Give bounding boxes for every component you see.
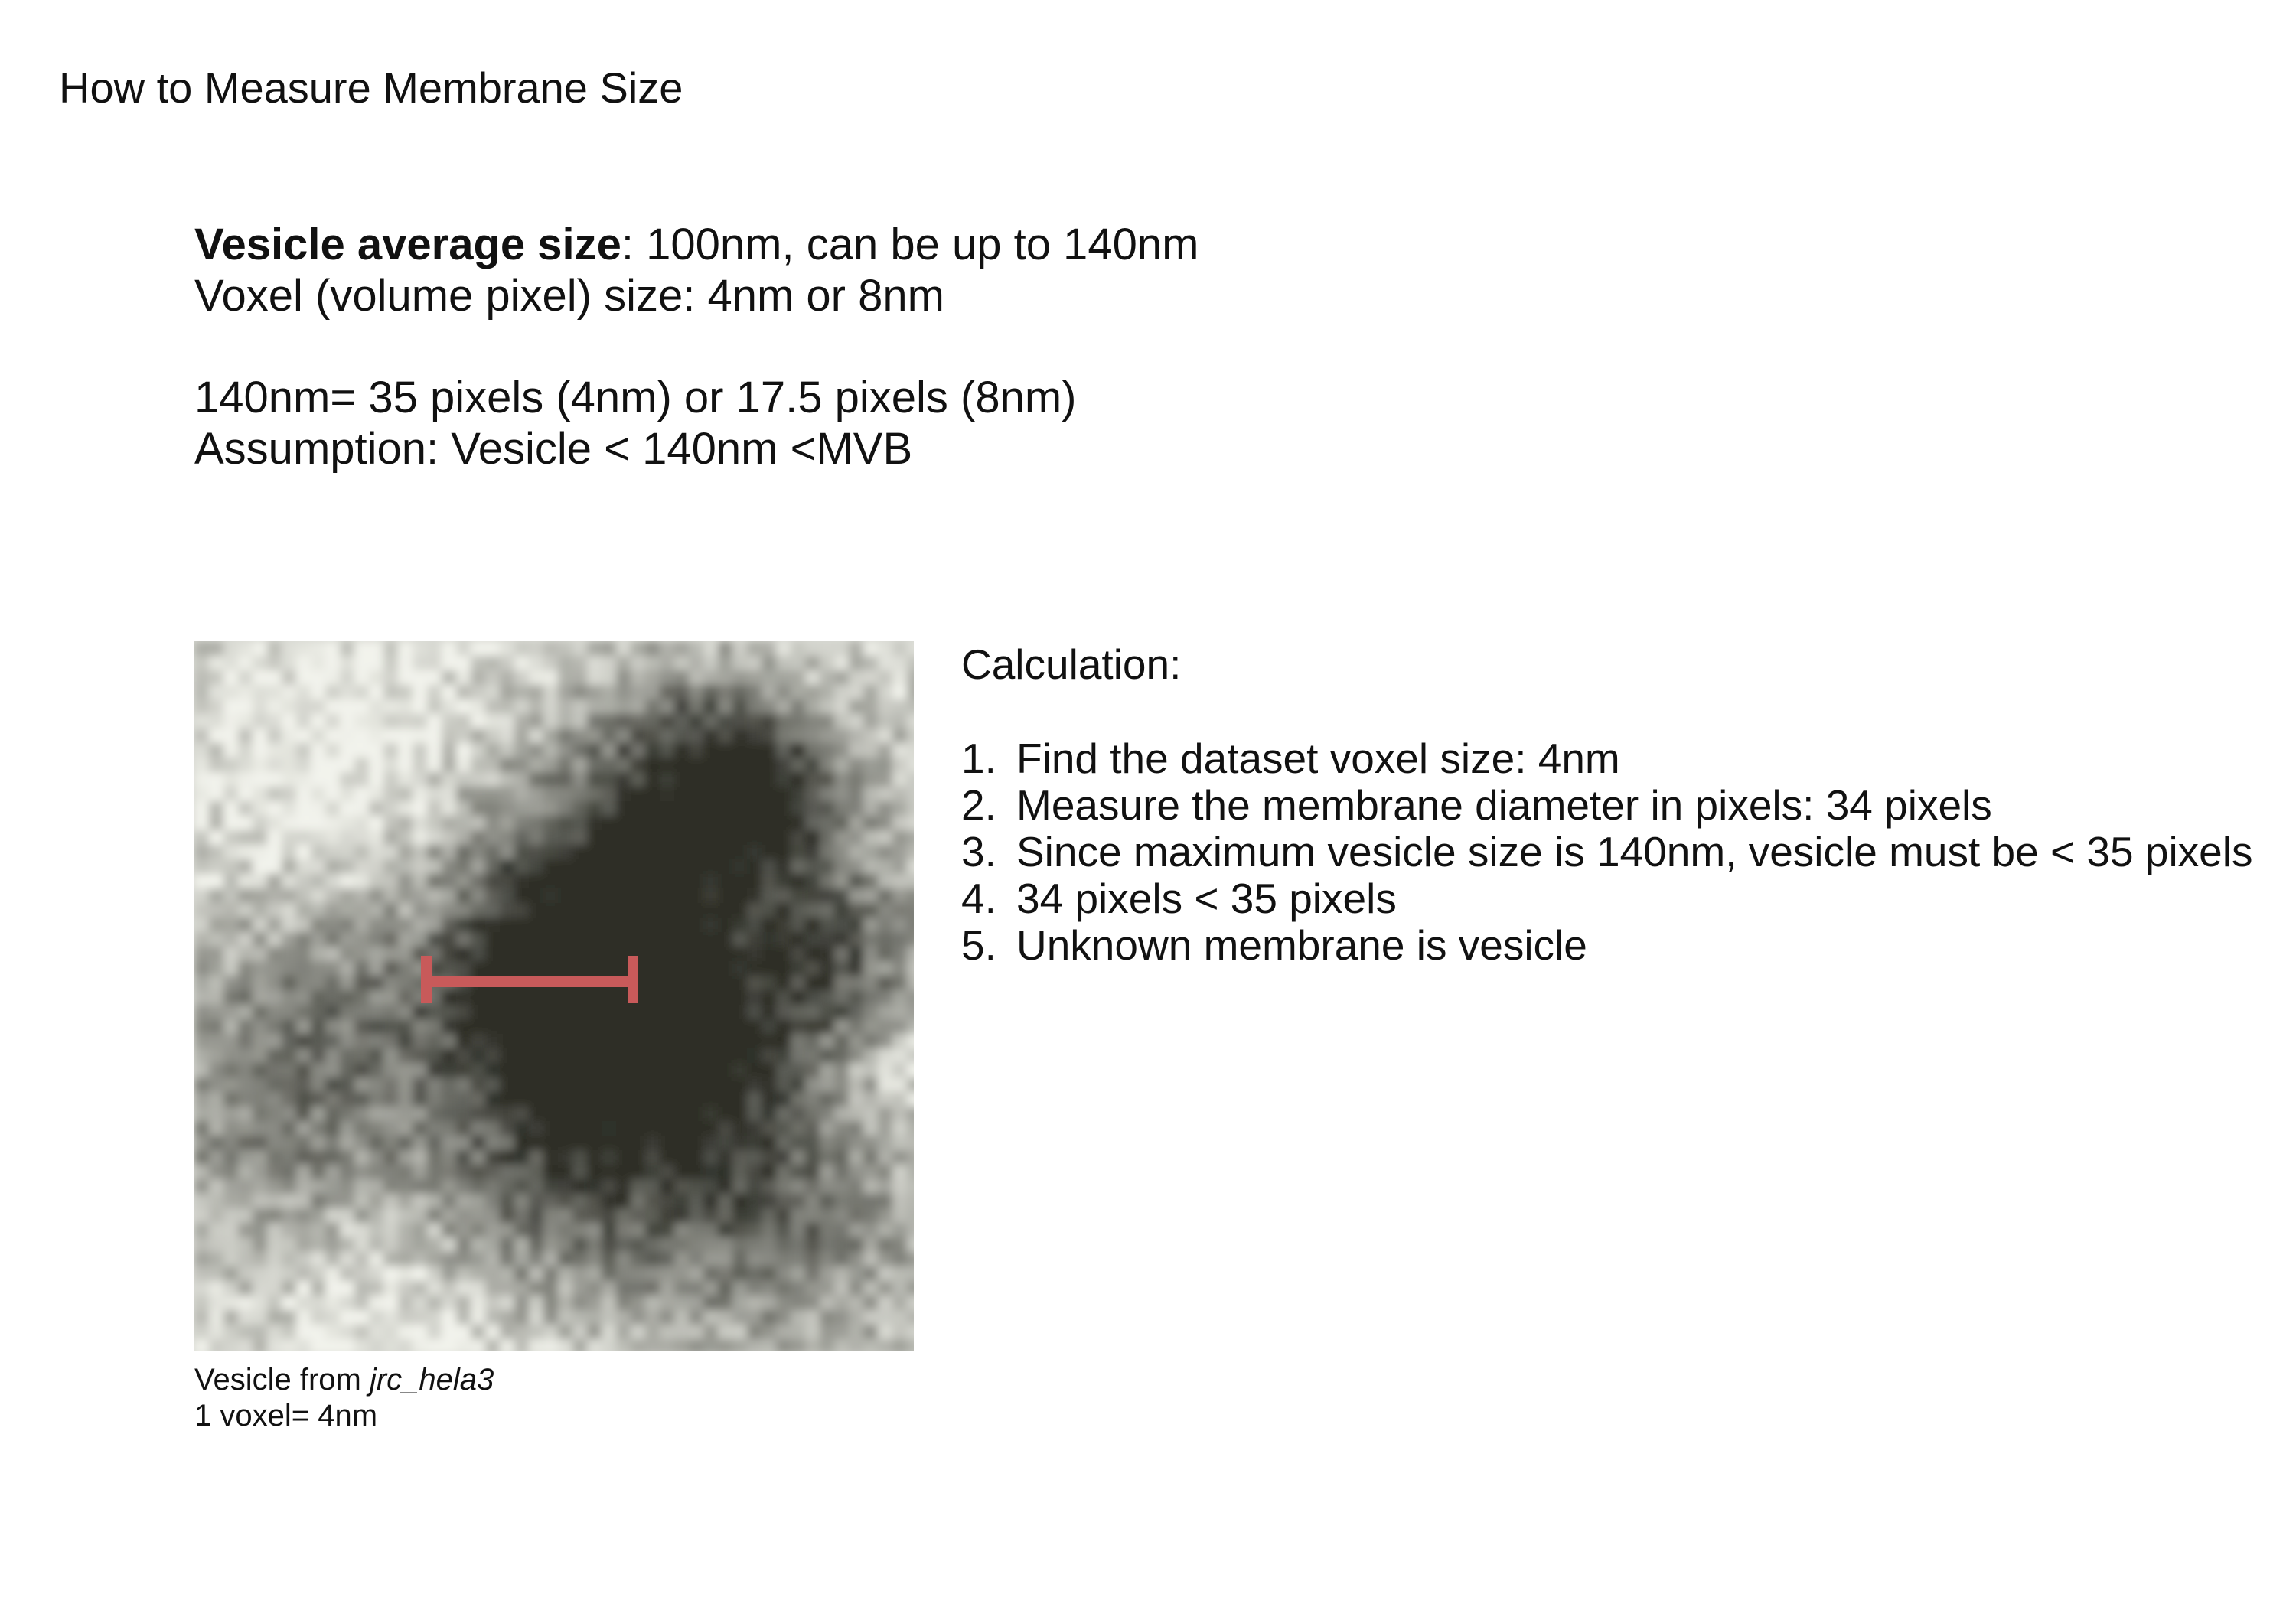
measurement-bar-line: [426, 976, 633, 987]
measurement-bar-right-cap: [628, 956, 638, 1003]
caption-dataset-name: jrc_hela3: [369, 1363, 494, 1397]
spacer: [961, 688, 2253, 735]
step-number: 4.: [961, 875, 996, 922]
micrograph-texture: [194, 641, 914, 1351]
step-number: 3.: [961, 828, 996, 875]
step-number: 2.: [961, 781, 996, 829]
step-text: Measure the membrane diameter in pixels: 34 pixels: [1016, 781, 1992, 829]
vesicle-micrograph: [194, 641, 914, 1351]
vesicle-size-value: : 100nm, can be up to 140nm: [621, 220, 1199, 269]
caption-prefix: Vesicle from: [194, 1363, 370, 1397]
step-text: Find the dataset voxel size: 4nm: [1016, 735, 1620, 782]
step-text: 34 pixels < 35 pixels: [1016, 875, 1397, 922]
calculation-heading: Calculation:: [961, 641, 1182, 688]
calculation-step: [961, 922, 2253, 969]
calculation-steps: [961, 735, 2253, 969]
spacer: [194, 321, 1199, 372]
calculation-block: [961, 641, 2253, 969]
micrograph-image: [194, 641, 914, 1351]
caption-source-line: [194, 1362, 494, 1398]
calculation-step: [961, 782, 2253, 829]
caption-voxel-line: 1 voxel= 4nm: [194, 1399, 378, 1433]
intro-block: [194, 219, 1199, 474]
calculation-step: [961, 875, 2253, 922]
step-text: Unknown membrane is vesicle: [1016, 921, 1587, 969]
vesicle-size-line: [194, 219, 1199, 270]
assumption-line: Assumption: Vesicle < 140nm <MVB: [194, 424, 913, 474]
calculation-step: [961, 829, 2253, 875]
step-text: Since maximum vesicle size is 140nm, vesicle must be < 35 pixels: [1016, 828, 2253, 875]
measurement-bar-left-cap: [421, 956, 432, 1003]
vesicle-size-label: Vesicle average size: [194, 220, 621, 269]
page-title: How to Measure Membrane Size: [59, 64, 683, 112]
step-number: 1.: [961, 735, 996, 782]
conversion-line: 140nm= 35 pixels (4nm) or 17.5 pixels (8nm): [194, 373, 1077, 422]
voxel-size-line: Voxel (volume pixel) size: 4nm or 8nm: [194, 271, 944, 321]
figure-caption: [194, 1362, 494, 1434]
step-number: 5.: [961, 921, 996, 969]
calculation-step: [961, 735, 2253, 782]
